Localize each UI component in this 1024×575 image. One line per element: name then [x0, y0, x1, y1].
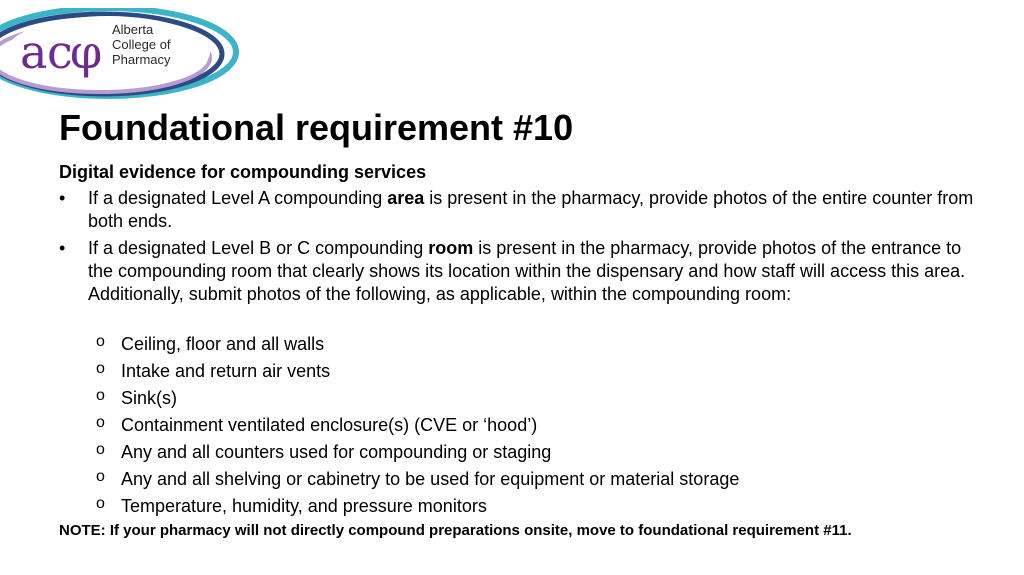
svg-text:c: c — [47, 25, 73, 79]
sub-bullet-marker: o — [96, 414, 105, 431]
svg-text:a: a — [20, 25, 48, 79]
sub-bullet-marker: o — [96, 333, 105, 350]
bullet-text-continued: is present in the pharmacy, provide photos of the entire counter from both ends. — [88, 188, 974, 231]
bullet-bold-term: room — [428, 238, 474, 258]
list-item-text: Containment ventilated enclosure(s) (CVE or ‘hood’) — [121, 415, 538, 435]
sub-bullet-marker: o — [96, 441, 105, 458]
bullet-text: If a designated Level B or C compounding — [88, 238, 429, 258]
list-item-text: Any and all counters used for compounding or staging — [121, 442, 552, 462]
bullet-item-level-a — [59, 187, 979, 233]
sub-bullet-marker: o — [96, 360, 105, 377]
bullet-text: If a designated Level A compounding — [88, 188, 388, 208]
list-item — [96, 495, 739, 522]
compounding-room-photo-list — [96, 333, 739, 522]
sub-bullet-marker: o — [96, 495, 105, 512]
list-item — [96, 360, 739, 387]
sub-bullet-marker: o — [96, 387, 105, 404]
list-item — [96, 468, 739, 495]
list-item-text: Temperature, humidity, and pressure monitors — [121, 496, 487, 516]
bullet-text-continued: is present in the pharmacy, provide photos of the entrance to the compounding room that clearly shows its location within the dispensary and how staff will access this area. Additionally, submit photos of the following, as applicable, within the compounding room: — [88, 238, 966, 304]
logo-line-3: Pharmacy — [112, 52, 171, 67]
bullet-bold-term: area — [387, 188, 425, 208]
list-item-text: Any and all shelving or cabinetry to be used for equipment or material storage — [121, 469, 740, 489]
logo-line-2: College of — [112, 37, 171, 52]
list-item-text: Intake and return air vents — [121, 361, 331, 381]
bullet-marker: • — [59, 188, 66, 208]
sub-bullet-marker: o — [96, 468, 105, 485]
slide-title: Foundational requirement #10 — [59, 107, 574, 148]
college-logo — [0, 0, 245, 105]
list-item — [96, 333, 739, 360]
requirement-bullet-list — [59, 187, 979, 310]
slide-subtitle: Digital evidence for compounding services — [59, 162, 427, 182]
list-item-text: Ceiling, floor and all walls — [121, 334, 325, 354]
list-item — [96, 441, 739, 468]
list-item — [96, 414, 739, 441]
bullet-marker: • — [59, 238, 66, 258]
logo-wordmark — [112, 22, 171, 67]
svg-text:φ: φ — [70, 25, 103, 79]
list-item — [96, 387, 739, 414]
list-item-text: Sink(s) — [121, 388, 178, 408]
slide-note: NOTE: If your pharmacy will not directly compound preparations onsite, move to foundational requirement #11. — [59, 522, 852, 539]
logo-line-1: Alberta — [112, 22, 154, 37]
bullet-item-level-bc — [59, 237, 979, 306]
